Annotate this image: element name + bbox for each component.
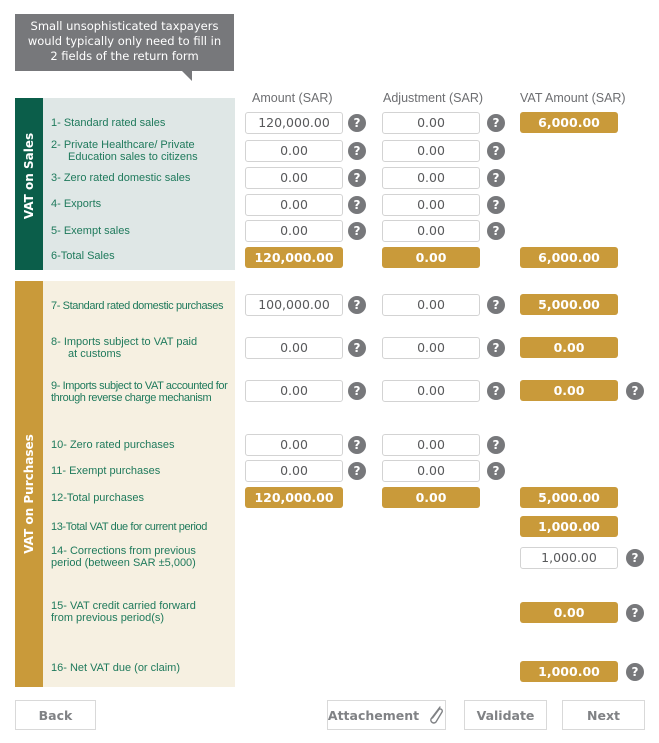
row-label-14-line-2: period (between SAR ±5,000) bbox=[51, 557, 196, 569]
help-icon[interactable]: ? bbox=[626, 604, 644, 622]
help-icon[interactable]: ? bbox=[348, 339, 366, 357]
amount-input-row-4[interactable]: 0.00 bbox=[245, 194, 343, 216]
vat-on-purchases-band bbox=[15, 281, 43, 687]
row-label-7: 7- Standard rated domestic purchases bbox=[51, 300, 224, 312]
amount-input-row-8[interactable]: 0.00 bbox=[245, 337, 343, 359]
row-label-8-line-1: 8- Imports subject to VAT paid bbox=[51, 336, 198, 348]
help-icon[interactable]: ? bbox=[348, 296, 366, 314]
tooltip-line-3: 2 fields of the return form bbox=[50, 49, 199, 63]
validate-button[interactable] bbox=[464, 700, 547, 730]
row-label-9-line-1: 9- Imports subject to VAT accounted for bbox=[51, 380, 228, 392]
amount-input-row-10[interactable]: 0.00 bbox=[245, 434, 343, 456]
adjustment-input-row-9[interactable]: 0.00 bbox=[382, 380, 480, 402]
vat-on-sales-band bbox=[15, 98, 43, 270]
row-label-15-line-1: 15- VAT credit carried forward bbox=[51, 600, 196, 612]
vat-amount-row-1: 6,000.00 bbox=[520, 112, 618, 133]
column-header-adjustment: Adjustment (SAR) bbox=[383, 91, 484, 105]
total-purchases-vat: 5,000.00 bbox=[520, 487, 618, 508]
vat-credit-carried-forward: 0.00 bbox=[520, 602, 618, 623]
total-purchases-amount: 120,000.00 bbox=[245, 487, 343, 508]
help-icon[interactable]: ? bbox=[348, 142, 366, 160]
help-icon[interactable]: ? bbox=[487, 169, 505, 187]
row-label-9-line-2: through reverse charge mechanism bbox=[51, 392, 212, 404]
next-button[interactable] bbox=[562, 700, 645, 730]
adjustment-input-row-2[interactable]: 0.00 bbox=[382, 140, 480, 162]
help-icon[interactable]: ? bbox=[348, 462, 366, 480]
adjustment-input-row-7[interactable]: 0.00 bbox=[382, 294, 480, 316]
total-purchases-adjustment: 0.00 bbox=[382, 487, 480, 508]
adjustment-input-row-8[interactable]: 0.00 bbox=[382, 337, 480, 359]
next-button-label: Next bbox=[587, 707, 620, 723]
paperclip-icon bbox=[425, 704, 445, 726]
amount-input-row-2[interactable]: 0.00 bbox=[245, 140, 343, 162]
help-icon[interactable]: ? bbox=[348, 222, 366, 240]
row-label-2 bbox=[51, 139, 198, 163]
adjustment-input-row-10[interactable]: 0.00 bbox=[382, 434, 480, 456]
attachment-button[interactable] bbox=[327, 700, 446, 730]
help-icon[interactable]: ? bbox=[348, 196, 366, 214]
row-label-14 bbox=[51, 545, 196, 569]
row-label-4: 4- Exports bbox=[51, 198, 102, 210]
total-sales-vat: 6,000.00 bbox=[520, 247, 618, 268]
help-icon[interactable]: ? bbox=[348, 114, 366, 132]
amount-input-row-3[interactable]: 0.00 bbox=[245, 167, 343, 189]
help-icon[interactable]: ? bbox=[487, 339, 505, 357]
amount-input-row-1[interactable]: 120,000.00 bbox=[245, 112, 343, 134]
column-header-vat-amount: VAT Amount (SAR) bbox=[520, 91, 626, 105]
row-label-3: 3- Zero rated domestic sales bbox=[51, 172, 191, 184]
help-icon[interactable]: ? bbox=[626, 549, 644, 567]
vat-amount-row-8: 0.00 bbox=[520, 337, 618, 358]
net-vat-due: 1,000.00 bbox=[520, 661, 618, 682]
adjustment-input-row-5[interactable]: 0.00 bbox=[382, 220, 480, 242]
row-label-2-line-2: Education sales to citizens bbox=[68, 151, 198, 163]
tooltip-line-1: Small unsophisticated taxpayers bbox=[30, 19, 219, 33]
back-button-label: Back bbox=[38, 707, 73, 723]
validate-button-label: Validate bbox=[476, 707, 535, 723]
help-icon[interactable]: ? bbox=[626, 663, 644, 681]
tooltip-line-2: would typically only need to fill in bbox=[27, 34, 222, 48]
help-icon[interactable]: ? bbox=[626, 382, 644, 400]
help-icon[interactable]: ? bbox=[487, 436, 505, 454]
row-label-9 bbox=[51, 380, 227, 404]
row-label-2-line-1: 2- Private Healthcare/ Private bbox=[51, 139, 195, 151]
help-icon[interactable]: ? bbox=[487, 296, 505, 314]
vat-on-sales-title: VAT on Sales bbox=[22, 132, 36, 220]
row-label-12: 12-Total purchases bbox=[51, 492, 144, 504]
help-icon[interactable]: ? bbox=[487, 222, 505, 240]
amount-input-row-11[interactable]: 0.00 bbox=[245, 460, 343, 482]
total-sales-amount: 120,000.00 bbox=[245, 247, 343, 268]
adjustment-input-row-1[interactable]: 0.00 bbox=[382, 112, 480, 134]
row-label-15 bbox=[51, 600, 196, 624]
row-label-8 bbox=[51, 336, 197, 360]
amount-input-row-9[interactable]: 0.00 bbox=[245, 380, 343, 402]
help-icon[interactable]: ? bbox=[348, 382, 366, 400]
corrections-previous-period-input[interactable]: 1,000.00 bbox=[520, 547, 618, 569]
total-vat-due-current-period: 1,000.00 bbox=[520, 516, 618, 537]
row-label-14-line-1: 14- Corrections from previous bbox=[51, 545, 196, 557]
total-sales-adjustment: 0.00 bbox=[382, 247, 480, 268]
back-button[interactable] bbox=[15, 700, 96, 730]
row-label-16: 16- Net VAT due (or claim) bbox=[51, 662, 180, 674]
attachment-button-label: Attachement bbox=[327, 707, 420, 723]
row-label-15-line-2: from previous period(s) bbox=[51, 612, 165, 624]
tooltip-callout bbox=[15, 14, 234, 71]
row-label-5: 5- Exempt sales bbox=[51, 225, 130, 237]
column-header-amount: Amount (SAR) bbox=[252, 91, 333, 105]
row-label-8-line-2: at customs bbox=[68, 348, 122, 360]
help-icon[interactable]: ? bbox=[487, 196, 505, 214]
row-label-13: 13-Total VAT due for current period bbox=[51, 521, 207, 533]
help-icon[interactable]: ? bbox=[487, 462, 505, 480]
adjustment-input-row-11[interactable]: 0.00 bbox=[382, 460, 480, 482]
vat-amount-row-7: 5,000.00 bbox=[520, 294, 618, 315]
row-label-1: 1- Standard rated sales bbox=[51, 117, 166, 129]
adjustment-input-row-3[interactable]: 0.00 bbox=[382, 167, 480, 189]
adjustment-input-row-4[interactable]: 0.00 bbox=[382, 194, 480, 216]
help-icon[interactable]: ? bbox=[487, 114, 505, 132]
amount-input-row-7[interactable]: 100,000.00 bbox=[245, 294, 343, 316]
help-icon[interactable]: ? bbox=[487, 142, 505, 160]
help-icon[interactable]: ? bbox=[348, 169, 366, 187]
vat-on-purchases-title: VAT on Purchases bbox=[22, 434, 36, 554]
tooltip-pointer bbox=[182, 71, 192, 81]
row-label-6: 6-Total Sales bbox=[51, 250, 115, 262]
help-icon[interactable]: ? bbox=[487, 382, 505, 400]
row-label-10: 10- Zero rated purchases bbox=[51, 439, 175, 451]
help-icon[interactable]: ? bbox=[348, 436, 366, 454]
amount-input-row-5[interactable]: 0.00 bbox=[245, 220, 343, 242]
vat-amount-row-9: 0.00 bbox=[520, 380, 618, 401]
row-label-11: 11- Exempt purchases bbox=[51, 465, 161, 477]
